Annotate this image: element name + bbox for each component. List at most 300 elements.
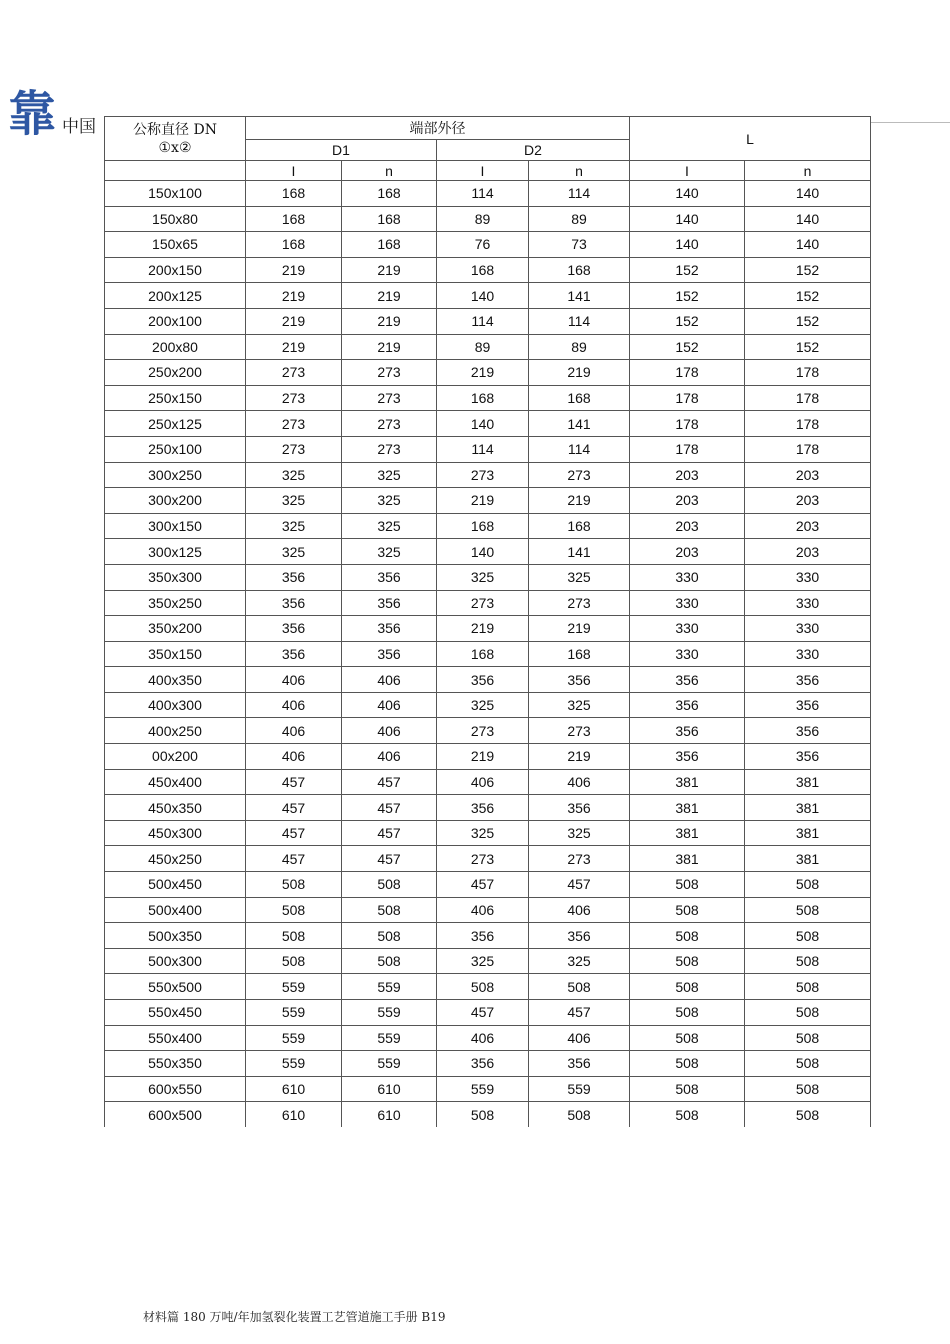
table-row — [105, 820, 871, 846]
cell-d2-i: 406 — [437, 897, 529, 923]
cell-d1-i: 406 — [246, 692, 342, 718]
cell-d2-i: 559 — [437, 1076, 529, 1102]
cell-d1-i: 325 — [246, 488, 342, 514]
cell-l-i: 152 — [630, 334, 745, 360]
cell-d1-i: 610 — [246, 1102, 342, 1127]
cell-d1-n: 219 — [342, 334, 437, 360]
table-row — [105, 1102, 871, 1127]
table-row — [105, 411, 871, 437]
cell-d1-i: 559 — [246, 1051, 342, 1077]
cell-d2-n: 89 — [529, 206, 630, 232]
table-row — [105, 1025, 871, 1051]
cell-d2-n: 141 — [529, 539, 630, 565]
header-d2-i: I — [437, 161, 529, 181]
cell-d2-i: 89 — [437, 334, 529, 360]
cell-d1-n: 457 — [342, 820, 437, 846]
cell-nominal-size: 350x150 — [105, 641, 246, 667]
cell-nominal-size: 550x450 — [105, 1000, 246, 1026]
cell-l-n: 381 — [745, 769, 871, 795]
cell-d2-n: 219 — [529, 488, 630, 514]
cell-l-n: 508 — [745, 1025, 871, 1051]
cell-nominal-size: 250x200 — [105, 360, 246, 386]
cell-l-n: 381 — [745, 795, 871, 821]
cell-l-n: 203 — [745, 462, 871, 488]
cell-d2-i: 356 — [437, 795, 529, 821]
cell-d2-n: 219 — [529, 616, 630, 642]
table-row — [105, 692, 871, 718]
cell-nominal-size: 150x100 — [105, 181, 246, 207]
table-row — [105, 769, 871, 795]
cell-d2-i: 457 — [437, 872, 529, 898]
cell-nominal-size: 300x200 — [105, 488, 246, 514]
cell-l-i: 508 — [630, 1102, 745, 1127]
cell-l-i: 178 — [630, 385, 745, 411]
cell-d1-i: 356 — [246, 564, 342, 590]
cell-nominal-size: 150x80 — [105, 206, 246, 232]
cell-l-i: 508 — [630, 1000, 745, 1026]
cell-d2-n: 457 — [529, 872, 630, 898]
cell-d1-i: 219 — [246, 257, 342, 283]
header-l-i: I — [630, 161, 745, 181]
cell-d1-n: 325 — [342, 488, 437, 514]
page-footer: 材料篇 180 万吨/年加氢裂化装置工艺管道施工手册 B19 — [143, 1310, 446, 1324]
table-row — [105, 385, 871, 411]
cell-d1-n: 508 — [342, 923, 437, 949]
header-dn-line2: ①x② — [158, 139, 192, 156]
cell-nominal-size: 550x400 — [105, 1025, 246, 1051]
cell-d2-n: 356 — [529, 667, 630, 693]
cell-d1-n: 273 — [342, 436, 437, 462]
cell-nominal-size: 500x300 — [105, 948, 246, 974]
cell-d1-i: 508 — [246, 897, 342, 923]
cell-d2-i: 140 — [437, 411, 529, 437]
table-row — [105, 923, 871, 949]
cell-l-i: 381 — [630, 820, 745, 846]
cell-nominal-size: 550x500 — [105, 974, 246, 1000]
cell-d1-i: 457 — [246, 820, 342, 846]
cell-nominal-size: 450x300 — [105, 820, 246, 846]
cell-d1-i: 219 — [246, 308, 342, 334]
cell-d1-n: 559 — [342, 1051, 437, 1077]
cell-nominal-size: 200x125 — [105, 283, 246, 309]
table-row — [105, 590, 871, 616]
cell-nominal-size: 500x350 — [105, 923, 246, 949]
table-row — [105, 257, 871, 283]
cell-d1-i: 356 — [246, 590, 342, 616]
cell-d2-n: 406 — [529, 1025, 630, 1051]
cell-d1-i: 273 — [246, 436, 342, 462]
cell-d2-i: 168 — [437, 513, 529, 539]
cell-l-n: 178 — [745, 385, 871, 411]
table-row — [105, 564, 871, 590]
cell-l-n: 381 — [745, 820, 871, 846]
cell-l-n: 508 — [745, 923, 871, 949]
cell-d1-n: 406 — [342, 692, 437, 718]
cell-d2-i: 508 — [437, 1102, 529, 1127]
cell-l-n: 508 — [745, 1102, 871, 1127]
cell-l-i: 140 — [630, 206, 745, 232]
cell-d1-n: 406 — [342, 667, 437, 693]
cell-l-i: 178 — [630, 411, 745, 437]
cell-d1-n: 325 — [342, 513, 437, 539]
cell-d2-n: 168 — [529, 257, 630, 283]
cell-d2-n: 168 — [529, 641, 630, 667]
cell-d2-n: 114 — [529, 181, 630, 207]
cell-l-n: 330 — [745, 616, 871, 642]
cell-nominal-size: 00x200 — [105, 744, 246, 770]
cell-d2-n: 219 — [529, 360, 630, 386]
table-body — [105, 181, 871, 1127]
cell-d2-i: 273 — [437, 462, 529, 488]
cell-l-n: 508 — [745, 872, 871, 898]
cell-d1-n: 406 — [342, 744, 437, 770]
cell-l-n: 140 — [745, 232, 871, 258]
cell-d1-i: 356 — [246, 616, 342, 642]
header-length: L — [630, 117, 871, 161]
cell-nominal-size: 200x80 — [105, 334, 246, 360]
table-row — [105, 462, 871, 488]
cell-d1-i: 508 — [246, 923, 342, 949]
cell-d1-i: 219 — [246, 283, 342, 309]
cell-d1-i: 273 — [246, 411, 342, 437]
table-row — [105, 334, 871, 360]
cell-d2-n: 457 — [529, 1000, 630, 1026]
cell-l-n: 381 — [745, 846, 871, 872]
cell-l-n: 203 — [745, 488, 871, 514]
cell-l-n: 178 — [745, 436, 871, 462]
table-row — [105, 897, 871, 923]
cell-d1-n: 219 — [342, 257, 437, 283]
cell-d1-i: 273 — [246, 385, 342, 411]
cell-l-i: 508 — [630, 1051, 745, 1077]
cell-d2-n: 89 — [529, 334, 630, 360]
cell-d1-n: 610 — [342, 1102, 437, 1127]
cell-nominal-size: 450x250 — [105, 846, 246, 872]
table-row — [105, 488, 871, 514]
cell-d2-n: 325 — [529, 948, 630, 974]
cell-d1-n: 508 — [342, 948, 437, 974]
cell-d1-i: 168 — [246, 181, 342, 207]
cell-d2-n: 114 — [529, 308, 630, 334]
table-row — [105, 1051, 871, 1077]
cell-d2-i: 76 — [437, 232, 529, 258]
cell-nominal-size: 350x200 — [105, 616, 246, 642]
cell-l-n: 152 — [745, 308, 871, 334]
cell-l-i: 508 — [630, 948, 745, 974]
cell-l-i: 203 — [630, 462, 745, 488]
header-d1-n: n — [342, 161, 437, 181]
cell-l-i: 356 — [630, 744, 745, 770]
cell-l-n: 330 — [745, 564, 871, 590]
cell-d1-i: 406 — [246, 718, 342, 744]
cell-l-i: 356 — [630, 667, 745, 693]
cell-l-n: 508 — [745, 1076, 871, 1102]
cell-nominal-size: 600x500 — [105, 1102, 246, 1127]
cell-l-n: 356 — [745, 718, 871, 744]
table-row — [105, 539, 871, 565]
cell-l-i: 508 — [630, 897, 745, 923]
cell-d1-n: 356 — [342, 564, 437, 590]
cell-l-n: 140 — [745, 181, 871, 207]
cell-d1-i: 356 — [246, 641, 342, 667]
header-rule — [868, 122, 950, 123]
cell-l-n: 356 — [745, 692, 871, 718]
cell-l-i: 381 — [630, 846, 745, 872]
cell-d2-n: 325 — [529, 692, 630, 718]
table-row — [105, 206, 871, 232]
cell-d2-n: 168 — [529, 513, 630, 539]
header-company-text: 中国 — [62, 117, 96, 137]
cell-d2-i: 457 — [437, 1000, 529, 1026]
cell-l-n: 508 — [745, 974, 871, 1000]
cell-d2-n: 273 — [529, 718, 630, 744]
cell-d1-n: 273 — [342, 411, 437, 437]
cell-d2-i: 168 — [437, 257, 529, 283]
cell-l-i: 381 — [630, 795, 745, 821]
table-row — [105, 283, 871, 309]
cell-d2-i: 273 — [437, 846, 529, 872]
cell-d2-i: 219 — [437, 616, 529, 642]
cell-d2-i: 325 — [437, 820, 529, 846]
cell-nominal-size: 200x150 — [105, 257, 246, 283]
cell-d1-n: 219 — [342, 283, 437, 309]
table-row — [105, 360, 871, 386]
cell-d1-i: 559 — [246, 1025, 342, 1051]
table-row — [105, 872, 871, 898]
cell-nominal-size: 300x250 — [105, 462, 246, 488]
cell-d1-n: 325 — [342, 539, 437, 565]
header-blank — [105, 161, 246, 181]
cell-d2-i: 273 — [437, 718, 529, 744]
cell-l-n: 508 — [745, 1000, 871, 1026]
cell-d2-i: 168 — [437, 641, 529, 667]
cell-d2-i: 508 — [437, 974, 529, 1000]
cell-l-i: 356 — [630, 718, 745, 744]
cell-d1-i: 610 — [246, 1076, 342, 1102]
cell-d2-i: 114 — [437, 436, 529, 462]
cell-d1-i: 168 — [246, 232, 342, 258]
cell-l-i: 508 — [630, 923, 745, 949]
header-d1: D1 — [246, 140, 437, 161]
header-dn-line1: 公称直径 DN — [133, 121, 217, 138]
header-end-outer-diameter: 端部外径 — [246, 117, 630, 140]
cell-l-n: 508 — [745, 897, 871, 923]
cell-nominal-size: 450x400 — [105, 769, 246, 795]
cell-l-n: 330 — [745, 641, 871, 667]
cell-d2-i: 325 — [437, 948, 529, 974]
cell-d1-n: 457 — [342, 846, 437, 872]
table-row — [105, 974, 871, 1000]
cell-d1-i: 508 — [246, 872, 342, 898]
cell-l-i: 178 — [630, 436, 745, 462]
cell-nominal-size: 200x100 — [105, 308, 246, 334]
cell-d2-n: 508 — [529, 1102, 630, 1127]
cell-nominal-size: 350x300 — [105, 564, 246, 590]
cell-l-i: 203 — [630, 539, 745, 565]
cell-l-n: 178 — [745, 360, 871, 386]
cell-d1-i: 273 — [246, 360, 342, 386]
cell-l-n: 152 — [745, 283, 871, 309]
table-row — [105, 795, 871, 821]
cell-l-n: 508 — [745, 1051, 871, 1077]
cell-d1-i: 168 — [246, 206, 342, 232]
table-row — [105, 1000, 871, 1026]
cell-d1-i: 559 — [246, 974, 342, 1000]
table-row — [105, 616, 871, 642]
table-row — [105, 667, 871, 693]
cell-d1-n: 559 — [342, 1025, 437, 1051]
company-logo: 靠 — [8, 86, 57, 142]
cell-d1-i: 559 — [246, 1000, 342, 1026]
cell-d2-n: 168 — [529, 385, 630, 411]
cell-d2-i: 356 — [437, 923, 529, 949]
cell-d1-n: 610 — [342, 1076, 437, 1102]
cell-d2-i: 356 — [437, 667, 529, 693]
cell-nominal-size: 600x550 — [105, 1076, 246, 1102]
cell-d2-n: 219 — [529, 744, 630, 770]
cell-d2-n: 141 — [529, 411, 630, 437]
cell-d2-n: 508 — [529, 974, 630, 1000]
cell-l-n: 203 — [745, 539, 871, 565]
table-row — [105, 513, 871, 539]
cell-nominal-size: 500x450 — [105, 872, 246, 898]
cell-d2-i: 325 — [437, 692, 529, 718]
table-row — [105, 744, 871, 770]
header-d1-i: I — [246, 161, 342, 181]
cell-nominal-size: 250x100 — [105, 436, 246, 462]
cell-d2-i: 114 — [437, 308, 529, 334]
cell-d2-n: 273 — [529, 590, 630, 616]
cell-d1-n: 325 — [342, 462, 437, 488]
cell-d2-i: 406 — [437, 769, 529, 795]
cell-l-i: 356 — [630, 692, 745, 718]
cell-d2-i: 356 — [437, 1051, 529, 1077]
cell-nominal-size: 400x300 — [105, 692, 246, 718]
cell-d2-i: 325 — [437, 564, 529, 590]
cell-d2-n: 325 — [529, 820, 630, 846]
cell-d2-i: 140 — [437, 539, 529, 565]
cell-d1-n: 168 — [342, 232, 437, 258]
cell-d1-n: 168 — [342, 206, 437, 232]
cell-l-i: 508 — [630, 1025, 745, 1051]
cell-l-i: 152 — [630, 283, 745, 309]
cell-l-n: 508 — [745, 948, 871, 974]
table-row — [105, 718, 871, 744]
cell-d2-n: 356 — [529, 1051, 630, 1077]
cell-nominal-size: 350x250 — [105, 590, 246, 616]
cell-nominal-size: 250x150 — [105, 385, 246, 411]
cell-l-i: 152 — [630, 257, 745, 283]
cell-d2-n: 141 — [529, 283, 630, 309]
cell-d1-n: 356 — [342, 590, 437, 616]
cell-d2-n: 406 — [529, 897, 630, 923]
cell-d2-i: 219 — [437, 360, 529, 386]
cell-d2-i: 140 — [437, 283, 529, 309]
cell-d1-n: 168 — [342, 181, 437, 207]
cell-nominal-size: 400x250 — [105, 718, 246, 744]
cell-d1-n: 559 — [342, 1000, 437, 1026]
cell-d1-n: 219 — [342, 308, 437, 334]
cell-l-n: 356 — [745, 744, 871, 770]
cell-d2-i: 219 — [437, 488, 529, 514]
cell-l-i: 152 — [630, 308, 745, 334]
cell-nominal-size: 400x350 — [105, 667, 246, 693]
cell-l-n: 203 — [745, 513, 871, 539]
cell-l-i: 140 — [630, 232, 745, 258]
cell-l-i: 203 — [630, 513, 745, 539]
table-row — [105, 308, 871, 334]
cell-d2-n: 273 — [529, 462, 630, 488]
cell-nominal-size: 300x150 — [105, 513, 246, 539]
cell-d2-n: 325 — [529, 564, 630, 590]
cell-d2-i: 89 — [437, 206, 529, 232]
cell-d1-i: 406 — [246, 744, 342, 770]
cell-l-i: 508 — [630, 1076, 745, 1102]
cell-l-n: 152 — [745, 334, 871, 360]
table-row — [105, 1076, 871, 1102]
cell-d1-i: 508 — [246, 948, 342, 974]
cell-l-i: 140 — [630, 181, 745, 207]
cell-d2-n: 356 — [529, 923, 630, 949]
cell-l-i: 381 — [630, 769, 745, 795]
cell-d2-i: 168 — [437, 385, 529, 411]
cell-d2-i: 219 — [437, 744, 529, 770]
cell-l-i: 508 — [630, 974, 745, 1000]
cell-d1-i: 325 — [246, 513, 342, 539]
cell-d2-i: 406 — [437, 1025, 529, 1051]
cell-nominal-size: 150x65 — [105, 232, 246, 258]
table-row — [105, 641, 871, 667]
cell-d1-i: 325 — [246, 462, 342, 488]
cell-d1-n: 356 — [342, 641, 437, 667]
cell-d1-n: 559 — [342, 974, 437, 1000]
cell-d1-n: 457 — [342, 769, 437, 795]
cell-l-n: 140 — [745, 206, 871, 232]
cell-d1-i: 325 — [246, 539, 342, 565]
table-row — [105, 846, 871, 872]
cell-l-i: 178 — [630, 360, 745, 386]
cell-d2-i: 273 — [437, 590, 529, 616]
cell-d1-i: 406 — [246, 667, 342, 693]
cell-l-i: 508 — [630, 872, 745, 898]
header-nominal-diameter — [105, 117, 246, 161]
cell-nominal-size: 500x400 — [105, 897, 246, 923]
cell-nominal-size: 450x350 — [105, 795, 246, 821]
table-row — [105, 436, 871, 462]
cell-d2-n: 406 — [529, 769, 630, 795]
cell-d1-n: 457 — [342, 795, 437, 821]
table-row — [105, 181, 871, 207]
cell-d1-n: 406 — [342, 718, 437, 744]
cell-d2-n: 356 — [529, 795, 630, 821]
cell-l-i: 330 — [630, 616, 745, 642]
cell-d1-i: 457 — [246, 846, 342, 872]
cell-d2-n: 73 — [529, 232, 630, 258]
cell-nominal-size: 550x350 — [105, 1051, 246, 1077]
cell-d2-i: 114 — [437, 181, 529, 207]
cell-l-n: 356 — [745, 667, 871, 693]
cell-d1-n: 273 — [342, 360, 437, 386]
cell-nominal-size: 300x125 — [105, 539, 246, 565]
cell-d1-n: 356 — [342, 616, 437, 642]
cell-d1-n: 508 — [342, 897, 437, 923]
cell-l-i: 330 — [630, 590, 745, 616]
cell-nominal-size: 250x125 — [105, 411, 246, 437]
cell-d1-n: 273 — [342, 385, 437, 411]
table-row — [105, 948, 871, 974]
cell-d1-i: 457 — [246, 769, 342, 795]
header-l-n: n — [745, 161, 871, 181]
